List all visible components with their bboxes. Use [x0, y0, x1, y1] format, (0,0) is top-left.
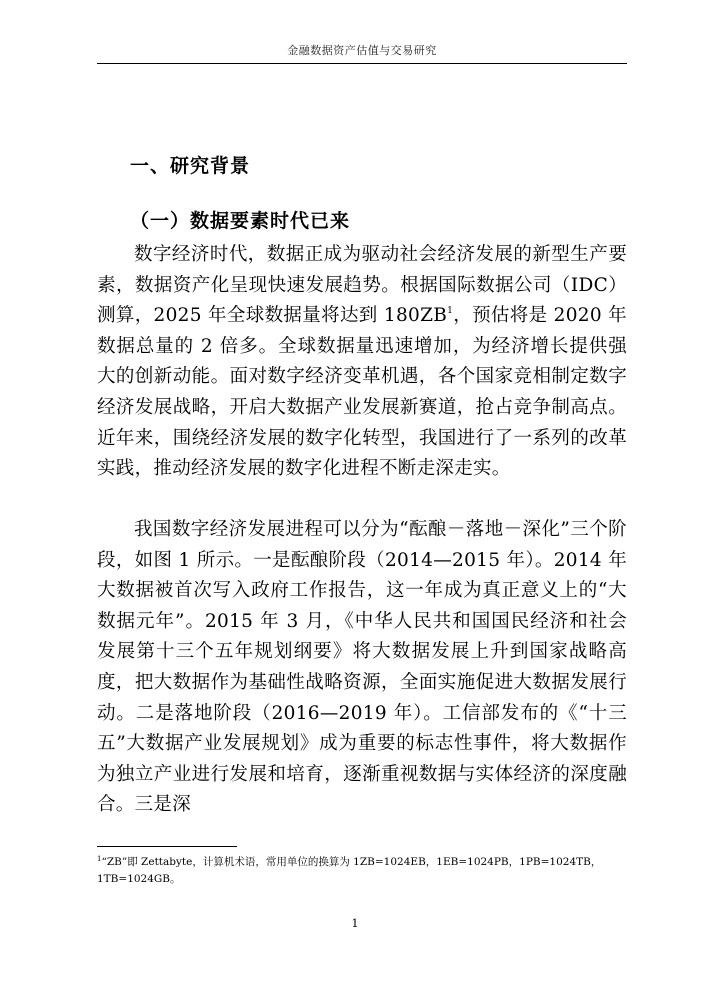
- body-paragraph-2: 我国数字经济发展进程可以分为“酝酿－落地－深化”三个阶段，如图 1 所示。一是酝酿阶段（2014—2015 年）。2014 年大数据被首次写入政府工作报告，这一年成为真正意义上的“大数据元年”。2015 年 3 月，《中华人民共和国国民经济和社会发展第十三个五年规划纲要》将大数据发展上升到国家战略高度，把大数据作为基础性战略资源，全面实施促进大数据发展行动。二是落地阶段（2016—2019 年）。工信部发布的《“十三五”大数据产业发展规划》成为重要的标志性事件，将大数据作为独立产业进行发展和培育，逐渐重视数据与实体经济的深度融合。三是深: [97, 519, 627, 816]
- footnote-marker: 1: [97, 855, 102, 863]
- footnote-divider: [97, 846, 237, 847]
- body-paragraph-1: [97, 240, 627, 485]
- subsection-heading: （一）数据要素时代已来: [130, 210, 351, 232]
- footnote-reference[interactable]: 1: [447, 306, 454, 317]
- footnote-text: “ZB”即 Zettabyte，计算机术语，常用单位的换算为 1ZB=1024EB，1EB=1024PB，1PB=1024TB，1TB=1024GB。: [97, 856, 602, 885]
- page-number: 1: [351, 917, 359, 930]
- header-divider: [97, 63, 627, 64]
- paragraph-1-text-start: 数字经济时代，数据正成为驱动社会经济发展的新型生产要素，数据资产化呈现快速发展趋势。根据国际数据公司（IDC）测算，2025 年全球数据量将达到 180ZB: [97, 244, 627, 327]
- paragraph-1-text-end: ，预估将是 2020 年数据总量的 2 倍多。全球数据量迅速增加，为经济增长提供强大的创新动能。面对数字经济变革机遇，各个国家竞相制定数字经济发展战略，开启大数据产业发展新赛道，抢占竞争制高点。近年来，围绕经济发展的数字化转型，我国进行了一系列的改革实践，推动经济发展的数字化进程不断走深走实。: [97, 305, 627, 480]
- section-heading: 一、研究背景: [130, 155, 251, 177]
- footnote: [97, 854, 627, 888]
- running-header: 金融数据资产估值与交易研究: [287, 44, 437, 57]
